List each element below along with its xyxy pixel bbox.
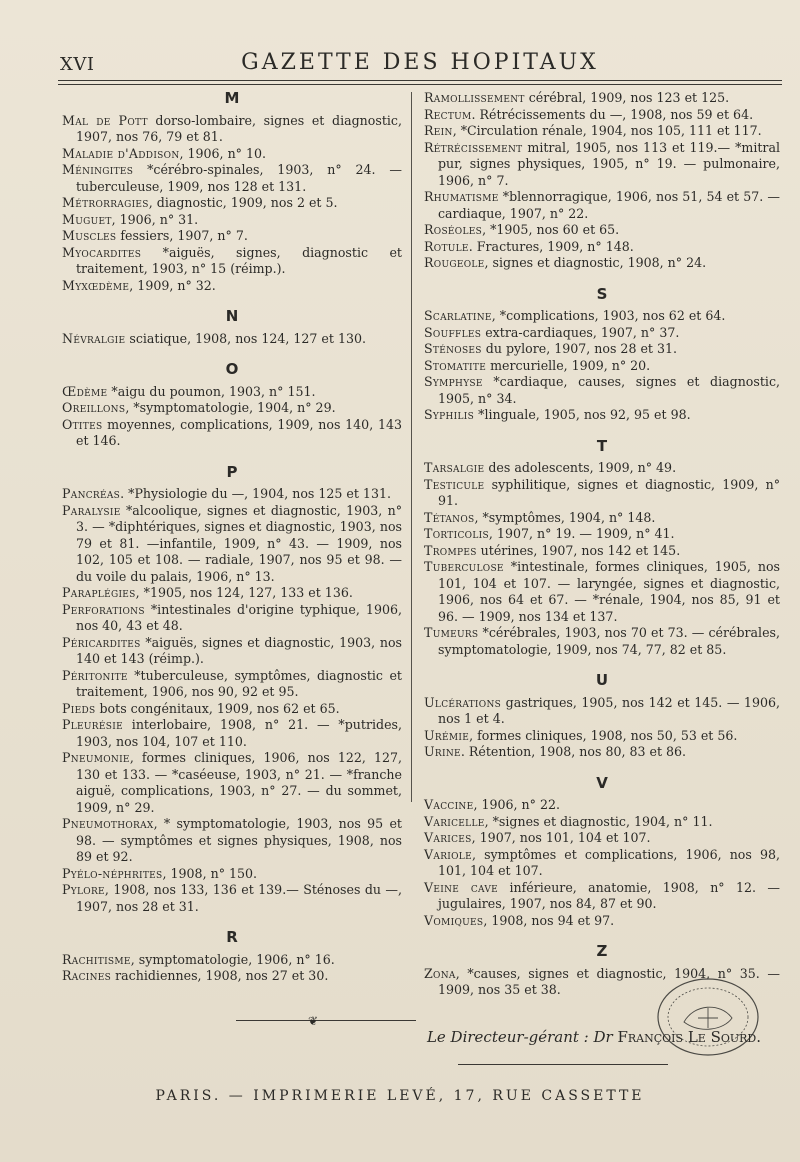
page-number: XVI [60,54,95,75]
entry-details: . Rétrécissements du —, 1908, nos 59 et 64. [471,106,754,122]
section-letter: U [595,671,609,689]
entry-term: Muguet [62,211,112,227]
index-section [62,361,402,450]
index-entry [424,374,780,407]
entry-details: moyennes, complications, 1909, nos 140, 143 et 146. [76,416,402,448]
entry-term: Tumeurs [424,625,479,640]
entry-details: fessiers, 1907, n° 7. [116,228,248,243]
entry-details: utérines, 1907, nos 142 et 145. [476,542,681,558]
entry-details: , *signes et diagnostic, 1904, n° 11. [484,813,713,829]
index-entry [424,559,780,625]
index-entry [424,107,780,124]
entry-details: , *causes, signes et diagnostic, 1904, n° 35. — 1909, nos 35 et 38. [438,965,780,997]
index-entry [62,228,402,245]
index-entry [62,278,402,295]
section-letter: R [226,928,238,946]
entry-term: Méningites [62,162,134,177]
section-letter: S [596,284,608,303]
entry-term: Rachitisme [62,951,131,967]
director-prefix: Le Directeur-gérant : Dr [426,1028,618,1046]
entry-details: , 1908, nos 133, 136 et 139.— Sténoses du —, 1907, nos 28 et 31. [76,882,402,914]
index-section [424,438,780,659]
index-entry [424,255,780,272]
entry-term: Pleurésie [62,717,123,732]
fleuron-ornament-icon: ❦ [308,1014,319,1028]
entry-term: Métrorragies [62,195,149,210]
entry-term: Otites [62,416,103,432]
entry-term: Syphilis [424,407,475,422]
index-entry [424,625,780,658]
director-line [424,1028,764,1046]
index-entry [62,816,402,866]
entry-details: mercurielle, 1909, n° 20. [486,357,651,373]
entry-term: Rougeole [424,255,485,270]
entry-details: inférieure, anatomie, 1908, n° 12. — jugulaires, 1907, nos 84, 87 et 90. [438,879,780,911]
index-entry [62,384,402,401]
entry-details: *aiguës, signes et diagnostic, 1903, nos 140 et 143 (réimp.). [76,634,402,666]
index-entry [62,717,402,750]
index-entry [62,195,402,212]
page-header [60,50,780,78]
index-entry [424,189,780,222]
index-entry [62,113,402,146]
section-letter: V [596,773,608,792]
entry-term: Pneumonie [62,750,130,765]
entry-details: gastriques, 1905, nos 142 et 145. — 1906, nos 1 et 4. [438,694,780,726]
entry-term: Vaccine [424,797,474,812]
index-entry [62,701,402,718]
entry-term: Névralgie [62,330,126,346]
index-entry [424,407,780,424]
entry-details: , *1905, nos 124, 127, 133 et 136. [135,585,353,600]
entry-term: Varicelle [424,813,485,829]
entry-details: , *complications, 1903, nos 62 et 64. [491,308,726,323]
index-entry [62,866,402,883]
entry-term: Pieds [62,700,96,716]
index-entry [424,222,780,239]
entry-details: syphilitique, signes et diagnostic, 1909, n° 91. [438,476,780,508]
header-rule-bottom [58,84,782,85]
entry-term: Myocardites [62,244,142,260]
index-entry [62,146,402,163]
section-letter: Z [596,942,608,960]
entry-term: Péricardites [62,634,141,650]
entry-term: Zona [424,965,456,981]
entry-term: Oreillons [62,400,126,415]
section-letter: P [226,462,238,481]
index-entry [62,503,402,586]
entry-term: Veine cave [424,879,499,895]
entry-details: , signes et diagnostic, 1908, n° 24. [484,255,707,270]
entry-term: Roséoles [424,222,483,237]
entry-term: Scarlatine [424,308,492,323]
index-entry [424,543,780,560]
entry-term: Trompes [424,542,477,558]
entry-term: Racines [62,968,112,983]
entry-term: Torticolis [424,526,489,541]
index-entry [62,331,402,348]
index-entry [62,212,402,229]
entry-term: Mal de Pott [62,112,148,128]
entry-term: Rotule [424,238,469,254]
entry-details: . Rétention, 1908, nos 80, 83 et 86. [460,744,687,759]
entry-details: rachidiennes, 1908, nos 27 et 30. [111,968,329,983]
index-entry [62,585,402,602]
entry-term: Variole [424,846,472,862]
entry-details: , 1907, n° 19. — 1909, n° 41. [488,526,675,541]
entry-details: , 1908, nos 94 et 97. [483,912,615,928]
index-entry [424,358,780,375]
entry-details: extra-cardiaques, 1907, n° 37. [481,324,680,340]
entry-details: , symptomatologie, 1906, n° 16. [130,951,335,967]
entry-term: Muscles [62,228,117,243]
entry-term: Rhumatisme [424,189,499,204]
entry-term: Urémie [424,727,470,743]
index-section [424,286,780,424]
footer-rule [458,1064,668,1065]
entry-term: Œdème [62,383,108,399]
index-entry [424,744,780,761]
entry-term: Symphyse [424,374,483,389]
index-entry [424,123,780,140]
index-entry [62,602,402,635]
index-entry [62,400,402,417]
separator-line [236,1020,416,1021]
index-entry [424,477,780,510]
index-entry [62,245,402,278]
entry-details: , 1907, nos 101, 104 et 107. [471,830,651,845]
entry-details: interlobaire, 1908, n° 21. — *putrides, 1903, nos 104, 107 et 110. [76,717,402,749]
entry-term: Ulcérations [424,694,502,710]
entry-term: Paralysie [62,502,121,518]
entry-details: *cérébro-spinales, 1903, n° 24. — tuberculeuse, 1909, nos 128 et 131. [76,162,402,194]
entry-details: , formes cliniques, 1906, nos 122, 127, 130 et 133. — *caséeuse, 1903, n° 21. — *franche aiguë, complications, 1903, n° 27. — du sommet, 1909, n° 29. [76,750,402,815]
index-entry [424,526,780,543]
entry-details: , 1906, n° 10. [179,145,267,161]
index-entry [424,140,780,190]
entry-details: . Fractures, 1909, n° 148. [468,238,634,254]
entry-term: Paraplégies [62,585,136,600]
entry-details: dorso-lombaire, signes et diagnostic, 1907, nos 76, 79 et 81. [76,112,402,144]
section-letter: M [224,89,240,107]
index-entry [424,341,780,358]
entry-term: Rein [424,123,453,138]
index-section [62,90,402,294]
index-entry [424,90,780,107]
entry-details: , *1905, nos 60 et 65. [482,222,620,237]
index-entry [62,668,402,701]
entry-details: du pylore, 1907, nos 28 et 31. [481,341,677,356]
index-entry [424,847,780,880]
entry-details: *linguale, 1905, nos 92, 95 et 98. [474,407,691,422]
entry-details: *intestinales d'origine typhique, 1906, nos 40, 43 et 48. [76,601,402,633]
entry-term: Rectum [424,106,472,122]
index-entry [424,325,780,342]
entry-details: *cardiaque, causes, signes et diagnostic, 1905, n° 34. [438,374,780,406]
index-entry [62,486,402,503]
entry-term: Ramollissement [424,90,525,105]
index-entry [424,797,780,814]
entry-details: , 1906, n° 31. [111,211,199,227]
entry-term: Varices [424,830,472,845]
entry-term: Tétanos [424,509,475,525]
index-section [62,464,402,916]
index-section [424,90,780,272]
entry-term: Souffles [424,324,482,340]
entry-term: Urine [424,744,461,759]
entry-details: *cérébrales, 1903, nos 70 et 73. — cérébrales, symptomatologie, 1909, nos 74, 77, 82 et 85. [438,625,780,657]
entry-details: bots congénitaux, 1909, nos 62 et 65. [95,700,340,716]
entry-term: Péritonite [62,667,128,683]
journal-title: GAZETTE DES HOPITAUX [241,50,599,75]
index-section [62,308,402,347]
entry-term: Pancréas [62,486,121,501]
entry-term: Myxœdème [62,277,130,293]
entry-term: Tuberculose [424,559,504,574]
entry-details: cérébral, 1909, nos 123 et 125. [524,90,730,105]
index-entry [424,728,780,745]
entry-details: , * symptomatologie, 1903, nos 95 et 98. — symptômes et signes physiques, 1908, nos 89 et 92. [76,816,402,864]
index-entry [62,417,402,450]
index-entry [424,814,780,831]
entry-details: *intestinale, formes cliniques, 1905, nos 101, 104 et 107. — laryngée, signes et diagnostic, 1906, nos 64 et 67. — *rénale, 1904, nos 85, 91 et 96. — 1909, nos 134 et 137. [438,559,780,624]
index-entry [424,830,780,847]
entry-details: *aiguës, signes, diagnostic et traitement, 1903, n° 15 (réimp.). [76,244,402,276]
entry-details: , *Circulation rénale, 1904, nos 105, 111 et 117. [452,123,762,138]
index-section [424,672,780,761]
entry-term: Perforations [62,601,145,617]
director-name: François Le Sourd. [617,1028,762,1046]
entry-details: , *symptômes, 1904, n° 148. [474,509,656,525]
entry-details: , formes cliniques, 1908, nos 50, 53 et 56. [469,727,738,743]
printer-line: PARIS. — IMPRIMERIE LEVÉ, 17, RUE CASSETTE [155,1088,645,1104]
entry-details: , diagnostic, 1909, nos 2 et 5. [148,195,338,210]
entry-term: Sténoses [424,341,482,356]
left-column [62,90,402,999]
entry-details: *tuberculeuse, symptômes, diagnostic et traitement, 1906, nos 90, 92 et 95. [76,667,402,699]
entry-details: mitral, 1905, nos 113 et 119.— *mitral pur, signes physiques, 1905, n° 19. — pulmonaire, 1906, n° 7. [438,139,780,188]
entry-term: Vomiques [424,912,484,928]
right-column [424,90,780,1013]
entry-term: Stomatite [424,357,487,373]
index-entry [62,635,402,668]
index-entry [62,162,402,195]
entry-details: , 1909, n° 32. [129,277,216,293]
header-rule-top [58,80,782,81]
library-stamp-icon [654,974,762,1060]
entry-term: Pylore [62,882,105,897]
column-divider [411,92,412,802]
entry-details: , 1906, n° 22. [473,797,560,812]
entry-term: Tarsalgie [424,460,485,475]
section-letter: T [596,436,608,455]
entry-details: des adolescents, 1909, n° 49. [484,460,677,475]
entry-details: *aigu du poumon, 1903, n° 151. [107,383,316,399]
index-entry [424,239,780,256]
index-entry [62,750,402,816]
entry-details: , symptômes et complications, 1906, nos 98, 101, 104 et 107. [438,846,780,878]
entry-details: , 1908, n° 150. [162,865,258,881]
index-entry [424,460,780,477]
entry-details: sciatique, 1908, nos 124, 127 et 130. [125,330,366,346]
entry-details: *alcoolique, signes et diagnostic, 1903, n° 3. — *diphtériques, signes et diagnostic, 1903, nos 79 et 81. —infantile, 1909, n° 43. — 1909, nos 102, 105 et 108. — radiale, 1907, nos 95 et 98. — du voile du palais, 1906, n° 13. [76,502,402,584]
entry-term: Testicule [424,476,485,492]
section-letter: N [225,307,239,325]
section-letter: O [225,360,239,378]
index-entry [424,308,780,325]
entry-term: Rétrécissement [424,139,523,155]
entry-details: *blennorragique, 1906, nos 51, 54 et 57. — cardiaque, 1907, n° 22. [438,189,780,221]
index-entry [424,510,780,527]
entry-details: . *Physiologie du —, 1904, nos 125 et 131. [120,486,391,501]
entry-details: , *symptomatologie, 1904, n° 29. [125,400,336,415]
index-entry [424,695,780,728]
entry-term: Maladie d'Addison [62,145,180,161]
entry-term: Pyélo-néphrites [62,865,163,881]
entry-term: Pneumothorax [62,816,154,831]
